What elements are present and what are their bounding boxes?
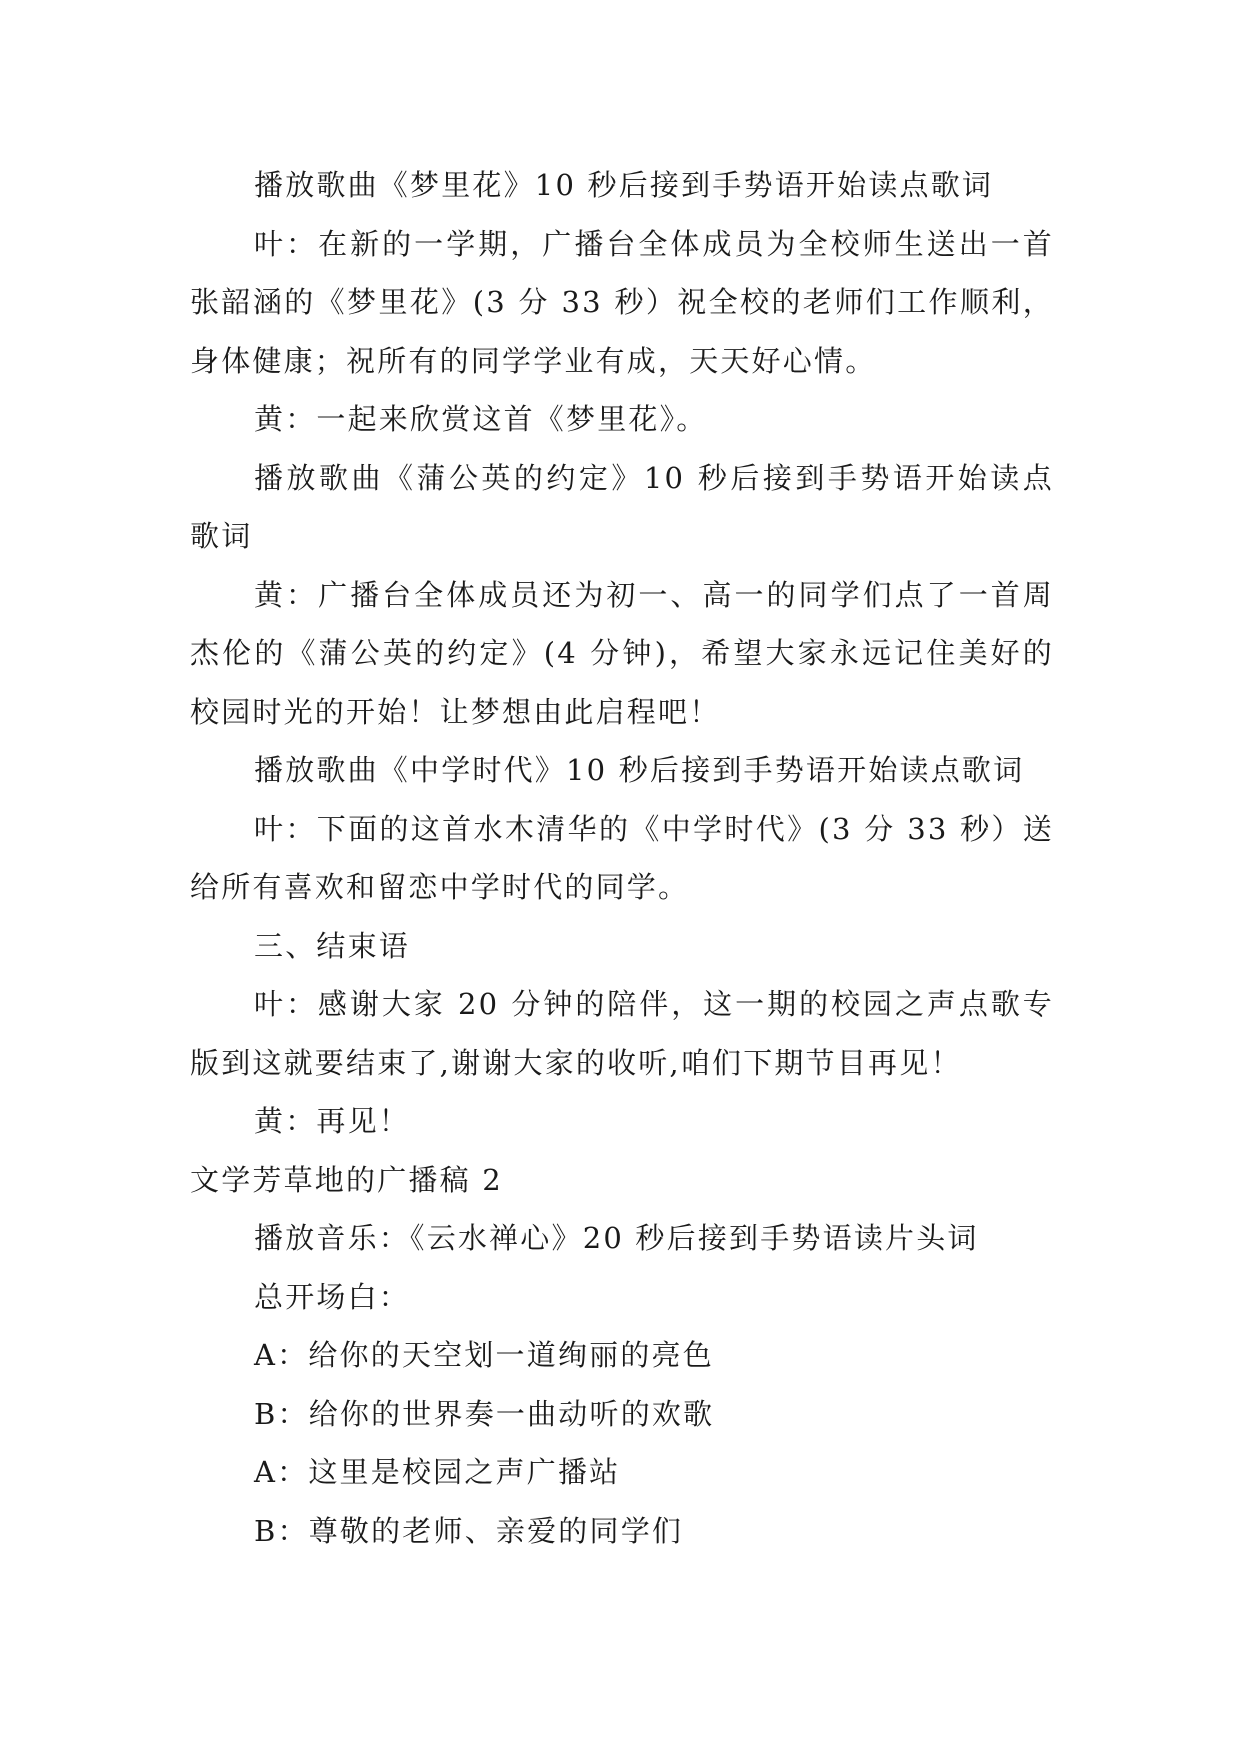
article-title: 文学芳草地的广播稿 2 bbox=[190, 1162, 503, 1197]
paragraph: A：给你的天空划一道绚丽的亮色 bbox=[254, 1338, 714, 1372]
paragraph: 播放歌曲《中学时代》10 秒后接到手势语开始读点歌词 bbox=[254, 753, 1025, 787]
paragraph: 叶：下面的这首水木清华的《中学时代》(3 分 33 秒）送给所有喜欢和留恋中学时代的同学。 bbox=[190, 811, 1054, 904]
paragraph: 黄：广播台全体成员还为初一、高一的同学们点了一首周杰伦的《蒲公英的约定》(4 分钟)，希望大家永远记住美好的校园时光的开始！让梦想由此启程吧！ bbox=[190, 577, 1054, 729]
paragraph: 黄：再见！ bbox=[254, 1104, 411, 1138]
section-heading: 三、结束语 bbox=[254, 928, 411, 963]
paragraph: A：这里是校园之声广播站 bbox=[254, 1455, 621, 1489]
paragraph: 总开场白： bbox=[254, 1279, 411, 1314]
paragraph: B：给你的世界奏一曲动听的欢歌 bbox=[254, 1396, 715, 1431]
paragraph: 播放歌曲《蒲公英的约定》10 秒后接到手势语开始读点歌词 bbox=[190, 460, 1054, 553]
paragraph: 叶：在新的一学期，广播台全体成员为全校师生送出一首张韶涵的《梦里花》(3 分 33 秒）祝全校的老师们工作顺利，身体健康；祝所有的同学学业有成，天天好心情。 bbox=[190, 226, 1054, 378]
paragraph: 播放音乐：《云水禅心》20 秒后接到手势语读片头词 bbox=[254, 1221, 979, 1255]
paragraph: B：尊敬的老师、亲爱的同学们 bbox=[254, 1513, 684, 1548]
paragraph: 黄：一起来欣赏这首《梦里花》。 bbox=[254, 402, 708, 436]
document-body bbox=[190, 156, 1054, 1560]
paragraph: 叶：感谢大家 20 分钟的陪伴，这一期的校园之声点歌专版到这就要结束了,谢谢大家的收听,咱们下期节目再见！ bbox=[190, 987, 1054, 1080]
paragraph: 播放歌曲《梦里花》10 秒后接到手势语开始读点歌词 bbox=[254, 168, 994, 202]
